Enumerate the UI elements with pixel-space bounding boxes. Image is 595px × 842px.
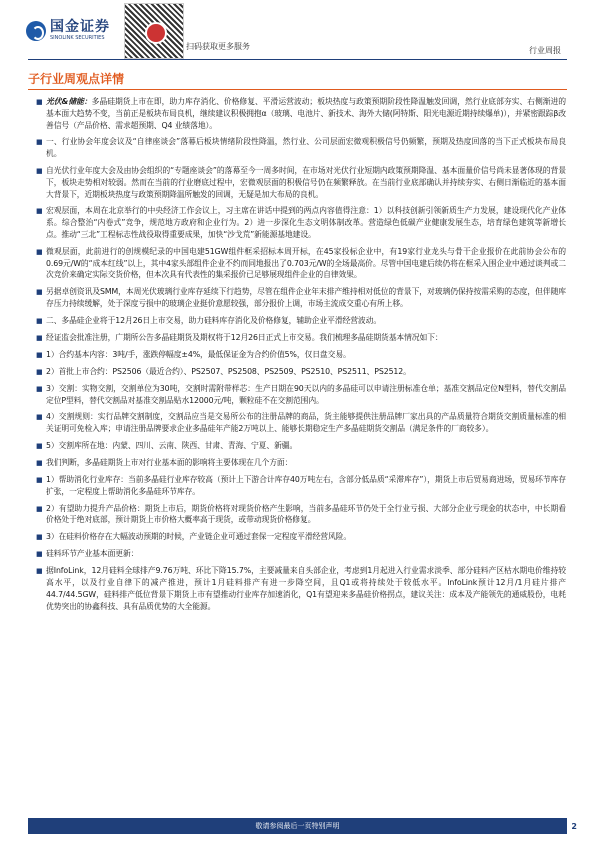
paragraph-text — [46, 286, 566, 310]
paragraph — [36, 548, 566, 560]
bullet-icon: ■ — [36, 567, 43, 576]
bullet-icon: ■ — [36, 288, 43, 297]
paragraph-body: 3）交割：实物交割，交割单位为30吨，交割时需附带样芯：生产日期在90天以内的多晶硅可以申请注册标准仓单；基准交割品定位N型料，替代交割品定位P型料，替代交割品对基准交割品贴水12000元/吨，颗粒硅不在交割范围内。 — [46, 383, 566, 405]
paragraph-body: 自光伏行业年度大会及由协会组织的“专题座谈会”的落幕至今一周多时间，在市场对光伏行业短期内政策预期降温、基本面量价信号尚未显著体现的背景下，板块走势相对较弱。然而在当前的行业磨底过程中，宏微观层面的积极信号仍在频繁释放。在当前行业底部确认并持续夯实、右侧日渐临近的基本面大背景下，近期板块热度与政策预期降温所触发的回调，无疑是加大布局的良机。 — [46, 165, 566, 199]
paragraph-body: 5）交割库所在地：内蒙、四川、云南、陕西、甘肃、青海、宁夏、新疆。 — [46, 440, 298, 450]
logo-mark-icon — [26, 21, 46, 41]
report-body — [36, 96, 566, 617]
paragraph-body: 硅料环节产业基本面更新： — [46, 549, 139, 559]
paragraph-text — [46, 315, 381, 327]
paragraph — [36, 366, 566, 378]
paragraph-text — [46, 349, 351, 361]
paragraph — [36, 246, 566, 281]
page-header — [0, 0, 595, 62]
paragraph-text — [46, 136, 566, 160]
paragraph-body: 2）首批上市合约：PS2506（最近合约）、PS2507、PS2508、PS2509、PS2510、PS2511、PS2512。 — [46, 366, 411, 376]
paragraph — [36, 349, 566, 361]
paragraph — [36, 503, 566, 527]
paragraph — [36, 286, 566, 310]
paragraph-body: 宏观层面，本周在北京举行的中央经济工作会议上，习主席在讲话中提到的两点内容值得注意：1）以科技创新引领新质生产力发展，建设现代化产业体系。综合整治“内卷式”竞争，规范地方政府和企业行为。2）进一步深化生态文明体制改革。营造绿色低碳产业健康发展生态，培育绿色建筑等新增长点。推动“三北”工程标志性战役取得重要成果，加快“沙戈荒”新能源基地建设。 — [46, 206, 566, 239]
bullet-icon: ■ — [36, 504, 43, 513]
paragraph-body: 4）交割规则：实行品牌交割制度，交割品应当是交易所公布的注册品牌的商品，货主能够提供注册品牌厂家出具的产品质量符合期货交割质量标准的相关证明可免检入库；申请注册品牌要求企业多晶硅年产能2万吨以上、能够长期稳定生产多晶硅期货交割品（满足条件的厂商较多）。 — [46, 412, 566, 434]
paragraph-text — [46, 246, 566, 281]
logo-cn: 国金证券 — [50, 19, 110, 35]
paragraph-body: 2）有望助力提升产品价格：期货上市后，期货价格将对现货价格产生影响，当前多晶硅环节仍处于全行业亏损、大部分企业亏现金的状态中，中长期看价格处于绝对底部，预计期货上市价格大概率高于现货，或带动现货价格修复。 — [46, 503, 566, 525]
paragraph-text — [46, 366, 411, 378]
bullet-icon: ■ — [36, 316, 43, 325]
paragraph-text — [46, 332, 443, 344]
paragraph — [36, 457, 566, 469]
bullet-icon: ■ — [36, 413, 43, 422]
paragraph-text — [46, 565, 566, 612]
bullet-icon: ■ — [36, 550, 43, 559]
paragraph-lead: 光伏&储能： — [46, 97, 92, 106]
page-number: 2 — [571, 822, 577, 831]
paragraph-body: 二、多晶硅企业将于12月26日上市交易，助力硅料库存消化及价格修复，辅助企业平滑经营波动。 — [46, 315, 382, 325]
paragraph-body: 一、行业协会年度会议及“自律座谈会”落幕后板块情绪阶段性降温，然行业、公司层面宏微观积极信号仍频繁，预期及热度回落的当下正式板块布局良机。 — [46, 137, 566, 159]
section-divider — [28, 89, 567, 90]
paragraph — [36, 440, 566, 452]
footer-bar — [28, 818, 567, 834]
paragraph-text — [46, 548, 138, 560]
bullet-icon: ■ — [36, 166, 43, 175]
paragraph — [36, 315, 566, 327]
paragraph — [36, 165, 566, 200]
paragraph-body: 经证监会批准注册，广期所公告多晶硅期货及期权将于12月26日正式上市交易。我们梳理多晶硅期货基本情况如下： — [46, 332, 443, 342]
paragraph-text — [46, 205, 566, 240]
bullet-icon: ■ — [36, 247, 43, 256]
paragraph-body: 另据卓创资讯及SMM，本周光伏玻璃行业库存延续下行趋势，尽管在组件企业年末排产维持相对低位的背景下，对玻璃仍保持按需采购的态度，但伴随库存压力持续缓解，处于深度亏损中的玻璃企业挺价意愿较强，部分报价上调，市场主流成交重心有所上移。 — [46, 287, 566, 308]
bullet-icon: ■ — [36, 138, 43, 147]
paragraph — [36, 332, 566, 344]
paragraph-text — [46, 503, 566, 527]
paragraph-text — [46, 531, 351, 543]
paragraph-text — [46, 457, 292, 469]
paragraph — [36, 565, 566, 612]
bullet-icon: ■ — [36, 350, 43, 359]
footer-disclaimer: 敬请参阅最后一页特别声明 — [255, 822, 340, 830]
report-type: 行业周报 — [529, 46, 561, 55]
paragraph — [36, 531, 566, 543]
paragraph-text — [46, 474, 566, 498]
paragraph-body: 1）帮助消化行业库存：当前多晶硅行业库存较高（预计上下游合计库存40万吨左右，含部分低品质“采滞库存”），期货上市后贸易商进场，贸易环节库存扩张，一定程度上帮助消化多晶硅环节库存。 — [46, 474, 566, 496]
header-divider — [28, 59, 567, 60]
paragraph — [36, 136, 566, 160]
scan-prompt: 扫码获取更多服务 — [186, 42, 250, 51]
company-logo — [26, 20, 110, 41]
paragraph-body: 我们判断，多晶硅期货上市对行业基本面的影响将主要体现在几个方面： — [46, 457, 293, 467]
paragraph-text — [46, 440, 297, 452]
qr-code-icon[interactable] — [124, 3, 184, 59]
bullet-icon: ■ — [36, 441, 43, 450]
bullet-icon: ■ — [36, 384, 43, 393]
bullet-icon: ■ — [36, 533, 43, 542]
bullet-icon: ■ — [36, 333, 43, 342]
paragraph-body: 据InfoLink，12月硅料全球排产9.76万吨、环比下降15.7%，主要减量来自头部企业，考虑到1月起进入行业需求淡季、部分硅料产区枯水期电价维持较高水平，以及行业自律下的减产推进，预计1月硅料排产有进一步降空间，且Q1或将持续处于较低水平。InfoLink预计12月/1月硅片排产44.7/44.5GW，硅料排产低位背景下期货上市有望推动行业库存加速消化，Q1有望迎来多晶硅价格拐点，建议关注：成本及产能领先的通威股份，电耗优势突出的协鑫科技、具有品质优势的大全能源。 — [46, 566, 566, 611]
paragraph — [36, 96, 566, 131]
paragraph-text — [46, 411, 566, 435]
paragraph — [36, 383, 566, 407]
paragraph — [36, 205, 566, 240]
bullet-icon: ■ — [36, 98, 43, 106]
paragraph-body: 1）合约基本内容：3吨/手，涨跌停幅度±4%，最低保证金为合约价值5%，仅日盘交易。 — [46, 349, 351, 359]
paragraph-body: 微观层面，此前进行的创规模纪录的中国电建51GW组件框采招标本周开标，在45家投标企业中，有19家行业龙头与骨干企业报价在此前协会公布的0.69元/W的“成本红线”以上，其中4家头部组件企业不约而同地报出了0.703元/W的全场最高价。尽管中国电建后续仍将在框采入围企业中通过谈判或二次竞价来确定实际交货价格，但本次具有代表性的集采报价已足够展现组件企业的自律效果。 — [46, 246, 566, 280]
paragraph-text — [46, 383, 566, 407]
bullet-icon: ■ — [36, 475, 43, 484]
section-title: 子行业周观点详情 — [28, 72, 125, 86]
paragraph-text — [46, 165, 566, 200]
paragraph — [36, 411, 566, 435]
paragraph-body: 多晶硅期货上市在即，助力库存消化、价格修复、平滑运营波动；板块热度与政策预期阶段性降温触发回调，然行业底部夯实、右侧渐进的基本面大趋势不变，当前正是板块布局良机，继续建议积极拥抱α（玻璃、电池片、新技术、海外大储(阿特斯、阳光电源近期持续爆单)），并紧密跟踪β改善信号（产品价格、需求超预期、Q4 业绩落地）。 — [46, 97, 566, 130]
bullet-icon: ■ — [36, 207, 43, 216]
bullet-icon: ■ — [36, 458, 43, 467]
paragraph-text — [46, 96, 566, 131]
paragraph-body: 3）在硅料价格存在大幅波动预期的时候，产业链企业可通过套保一定程度平滑经营风险。 — [46, 532, 352, 542]
paragraph — [36, 474, 566, 498]
logo-en: SINOLINK SECURITIES — [50, 35, 105, 41]
bullet-icon: ■ — [36, 367, 43, 376]
